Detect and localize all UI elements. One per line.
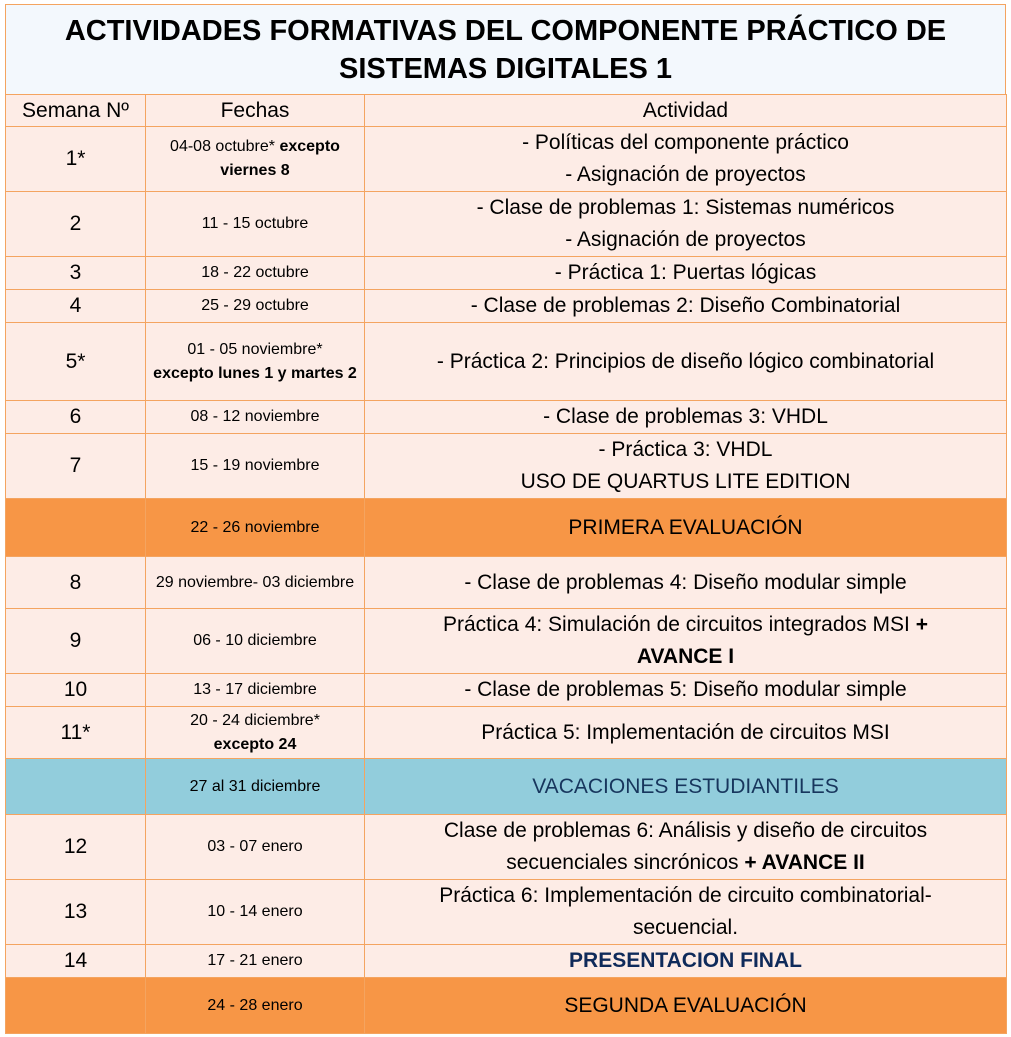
header-week: Semana Nº bbox=[6, 95, 146, 127]
activity-cell bbox=[365, 815, 1007, 880]
table-row bbox=[6, 127, 1007, 192]
date-cell: 18 - 22 octubre bbox=[146, 257, 365, 290]
activity-line: - Asignación de proyectos bbox=[565, 163, 806, 186]
activity-cell: SEGUNDA EVALUACIÓN bbox=[365, 978, 1007, 1034]
table-row bbox=[6, 674, 1007, 707]
week-cell: 7 bbox=[6, 434, 146, 499]
activity-cell: - Práctica 2: Principios de diseño lógico combinatorial bbox=[365, 323, 1007, 401]
activity-cell bbox=[365, 434, 1007, 499]
activity-line bbox=[369, 609, 1002, 641]
date-text: 01 - 05 noviembre* bbox=[187, 340, 323, 358]
activity-plus: + bbox=[915, 613, 928, 636]
week-cell: 3 bbox=[6, 257, 146, 290]
date-exception: excepto 24 bbox=[213, 735, 297, 753]
date-exception: excepto viernes 8 bbox=[220, 138, 340, 179]
table-row bbox=[6, 707, 1007, 759]
table-row bbox=[6, 815, 1007, 880]
table-row-vacation bbox=[6, 759, 1007, 815]
table-row bbox=[6, 880, 1007, 945]
activity-cell bbox=[365, 609, 1007, 674]
date-cell: 10 - 14 enero bbox=[146, 880, 365, 945]
week-cell: 13 bbox=[6, 880, 146, 945]
week-cell: 9 bbox=[6, 609, 146, 674]
table-row bbox=[6, 401, 1007, 434]
activity-cell bbox=[365, 880, 1007, 945]
activity-text: secuenciales sincrónicos bbox=[506, 851, 745, 874]
activity-cell bbox=[365, 127, 1007, 192]
week-cell: 12 bbox=[6, 815, 146, 880]
activity-line: Clase de problemas 6: Análisis y diseño de circuitos bbox=[443, 819, 928, 842]
week-cell: 1* bbox=[6, 127, 146, 192]
date-cell: 11 - 15 octubre bbox=[146, 192, 365, 257]
date-cell: 24 - 28 enero bbox=[146, 978, 365, 1034]
activity-line: USO DE QUARTUS LITE EDITION bbox=[520, 470, 851, 493]
title-line-2: SISTEMAS DIGITALES 1 bbox=[338, 52, 672, 85]
activity-cell bbox=[365, 945, 1007, 978]
table-row bbox=[6, 945, 1007, 978]
date-cell: 06 - 10 diciembre bbox=[146, 609, 365, 674]
table-row bbox=[6, 290, 1007, 323]
table-header-row bbox=[6, 95, 1007, 127]
activity-cell bbox=[365, 192, 1007, 257]
date-cell: 17 - 21 enero bbox=[146, 945, 365, 978]
week-cell: 4 bbox=[6, 290, 146, 323]
date-cell bbox=[146, 323, 365, 401]
activity-cell: - Clase de problemas 3: VHDL bbox=[365, 401, 1007, 434]
date-cell: 27 al 31 diciembre bbox=[146, 759, 365, 815]
activity-line: - Políticas del componente práctico bbox=[522, 131, 849, 154]
week-cell: 8 bbox=[6, 557, 146, 609]
activity-cell: PRIMERA EVALUACIÓN bbox=[365, 499, 1007, 557]
table-row bbox=[6, 257, 1007, 290]
week-cell: 5* bbox=[6, 323, 146, 401]
date-cell bbox=[146, 127, 365, 192]
schedule-sheet bbox=[5, 4, 1006, 1034]
week-cell: 6 bbox=[6, 401, 146, 434]
week-cell: 2 bbox=[6, 192, 146, 257]
page-title bbox=[5, 4, 1006, 94]
table-row bbox=[6, 557, 1007, 609]
activity-text: Práctica 4: Simulación de circuitos integrados MSI bbox=[443, 613, 916, 636]
date-cell: 29 noviembre- 03 diciembre bbox=[146, 557, 365, 609]
title-line-1: ACTIVIDADES FORMATIVAS DEL COMPONENTE PRÁCTICO DE bbox=[64, 14, 947, 47]
activity-cell: - Clase de problemas 2: Diseño Combinatorial bbox=[365, 290, 1007, 323]
week-cell bbox=[6, 499, 146, 557]
date-cell: 22 - 26 noviembre bbox=[146, 499, 365, 557]
date-cell: 25 - 29 octubre bbox=[146, 290, 365, 323]
activity-line: - Práctica 3: VHDL bbox=[598, 438, 773, 461]
date-exception: excepto lunes 1 y martes 2 bbox=[153, 364, 357, 382]
table-row bbox=[6, 192, 1007, 257]
activity-cell: - Práctica 1: Puertas lógicas bbox=[365, 257, 1007, 290]
activity-cell: - Clase de problemas 5: Diseño modular simple bbox=[365, 674, 1007, 707]
final-presentation: PRESENTACION FINAL bbox=[569, 949, 802, 972]
week-cell: 11* bbox=[6, 707, 146, 759]
date-cell: 15 - 19 noviembre bbox=[146, 434, 365, 499]
table-row bbox=[6, 323, 1007, 401]
date-text: 04-08 octubre* bbox=[170, 138, 276, 155]
activity-line: - Clase de problemas 1: Sistemas numéricos bbox=[476, 196, 895, 219]
date-text: 20 - 24 diciembre* bbox=[190, 711, 320, 729]
activity-line: Práctica 6: Implementación de circuito combinatorial- bbox=[439, 884, 932, 907]
date-cell: 08 - 12 noviembre bbox=[146, 401, 365, 434]
table-row-evaluation bbox=[6, 499, 1007, 557]
date-cell: 03 - 07 enero bbox=[146, 815, 365, 880]
week-cell bbox=[6, 759, 146, 815]
week-cell: 10 bbox=[6, 674, 146, 707]
activity-cell: Práctica 5: Implementación de circuitos MSI bbox=[365, 707, 1007, 759]
activity-milestone: + AVANCE II bbox=[744, 851, 865, 874]
week-cell: 14 bbox=[6, 945, 146, 978]
table-row bbox=[6, 609, 1007, 674]
activity-milestone: AVANCE I bbox=[636, 645, 735, 668]
activity-line: - Asignación de proyectos bbox=[565, 228, 806, 251]
date-cell bbox=[146, 707, 365, 759]
activity-cell: VACACIONES ESTUDIANTILES bbox=[365, 759, 1007, 815]
date-cell: 13 - 17 diciembre bbox=[146, 674, 365, 707]
activities-table bbox=[5, 94, 1007, 1034]
table-row-evaluation bbox=[6, 978, 1007, 1034]
activity-line bbox=[369, 847, 1002, 879]
header-activity: Actividad bbox=[365, 95, 1007, 127]
header-dates: Fechas bbox=[146, 95, 365, 127]
table-row bbox=[6, 434, 1007, 499]
activity-cell: - Clase de problemas 4: Diseño modular simple bbox=[365, 557, 1007, 609]
week-cell bbox=[6, 978, 146, 1034]
activity-line: secuencial. bbox=[632, 916, 739, 939]
